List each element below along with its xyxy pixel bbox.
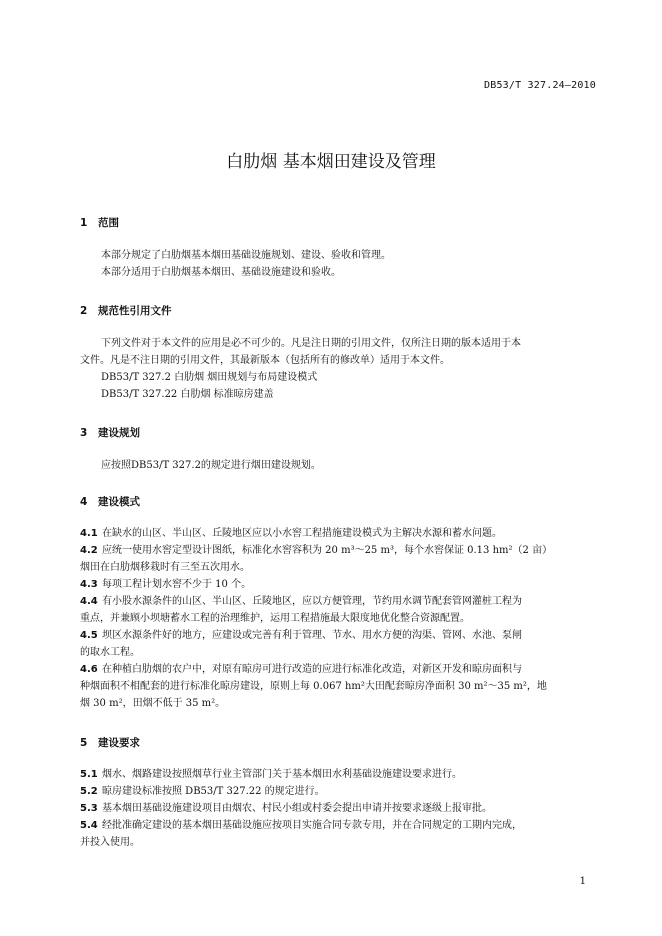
section-3-heading: 3 建设规划 [80,427,140,439]
clause-4-6: 4.6 在种植白肋烟的农户中，对原有晾房可进行改造的应进行标准化改造，对新区开发和晾房面积与 [80,664,522,675]
clause-4-1: 4.1 在缺水的山区、半山区、丘陵地区应以小水窖工程措施建设模式为主解决水源和蓄水问题。 [80,528,502,539]
section-4-heading: 4 建设模式 [80,496,140,508]
clause-4-5-line: 的取水工程。 [80,647,140,658]
document-title: 白肋烟 基本烟田建设及管理 [226,152,436,172]
clause-4-4-line: 重点，并兼顾小坝塘蓄水工程的治理维护，运用工程措施最大限度地优化整合资源配置。 [80,613,470,624]
reference-item: DB53/T 327.2 白肋烟 烟田规划与布局建设模式 [101,372,318,383]
clause-4-6-line: 种烟面积不相配套的进行标准化晾房建设，原则上每 0.067 hm²大田配套晾房净面积 30 m²～35 m²，地 [80,681,547,692]
paragraph: 下列文件对于本文件的应用是必不可少的。凡是注日期的引用文件，仅所注日期的版本适用于本 [101,338,521,349]
paragraph: 文件。凡是不注日期的引用文件，其最新版本（包括所有的修改单）适用于本文件。 [80,355,450,366]
clause-4-2-line: 烟田在白肋烟移栽时有三至五次用水。 [80,562,250,573]
reference-item: DB53/T 327.22 白肋烟 标准晾房建盖 [101,389,274,400]
clause-4-5: 4.5 坝区水源条件好的地方，应建设或完善有利于管理、节水、用水方便的沟渠、管网、水池、泵闸 [80,630,522,641]
paragraph: 应按照DB53/T 327.2的规定进行烟田建设规划。 [101,460,321,471]
section-5-heading: 5 建设要求 [80,737,140,749]
clause-5-4-line: 并投入使用。 [80,837,140,848]
section-2-heading: 2 规范性引用文件 [80,305,172,317]
paragraph: 本部分适用于白肋烟基本烟田、基础设施建设和验收。 [101,267,341,278]
page-number: 1 [579,876,586,887]
clause-5-2: 5.2 晾房建设标准按照 DB53/T 327.22 的规定进行。 [80,786,325,797]
clause-5-4: 5.4 经批准确定建设的基本烟田基础设施应按项目实施合同专款专用，并在合同规定的工期内完成， [80,820,522,831]
clause-4-4: 4.4 有小股水源条件的山区、半山区、丘陵地区，应以方便管理，节约用水调节配套管网灌桩工程为 [80,596,522,607]
clause-5-3: 5.3 基本烟田基础设施建设项目由烟农、村民小组或村委会提出申请并按要求逐级上报审批。 [80,803,492,814]
clause-4-3: 4.3 每项工程计划水窖不少于 10 个。 [80,579,252,590]
clause-5-1: 5.1 烟水、烟路建设按照烟草行业主管部门关于基本烟田水利基础设施建设要求进行。 [80,769,462,780]
section-1-heading: 1 范围 [80,217,119,229]
clause-4-6-line: 烟 30 m²，田烟不低于 35 m²。 [80,698,226,709]
standard-code: DB53/T 327.24—2010 [484,80,596,91]
paragraph: 本部分规定了白肋烟基本烟田基础设施规划、建设、验收和管理。 [101,250,391,261]
clause-4-2: 4.2 应统一使用水窖定型设计图纸，标准化水窖容积为 20 m³～25 m³，每个水窖保证 0.13 hm²（2 亩） [80,545,553,556]
